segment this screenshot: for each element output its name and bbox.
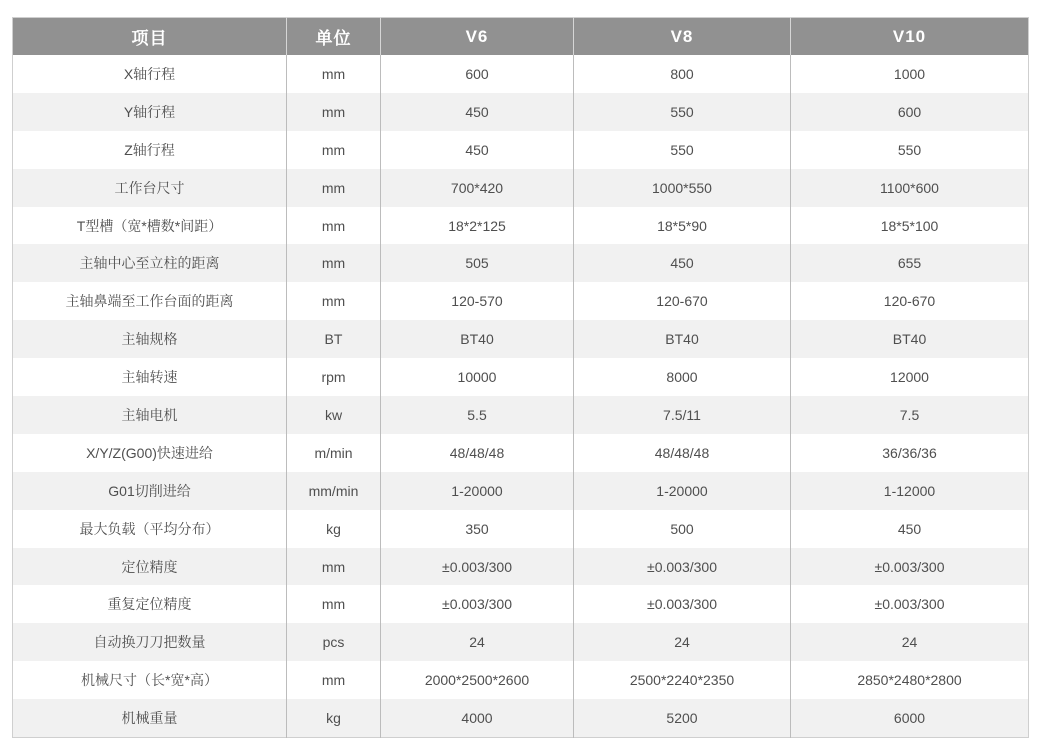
cell-unit: pcs <box>287 623 381 661</box>
header-v10: V10 <box>791 18 1029 56</box>
cell-v6: 450 <box>381 131 574 169</box>
cell-item: 主轴电机 <box>13 396 287 434</box>
cell-unit: mm <box>287 282 381 320</box>
cell-item: T型槽（宽*槽数*间距） <box>13 207 287 245</box>
cell-v10: 2850*2480*2800 <box>791 661 1029 699</box>
cell-v8: 550 <box>574 131 791 169</box>
table-row <box>13 207 1029 245</box>
cell-v6: 18*2*125 <box>381 207 574 245</box>
cell-v10: 655 <box>791 244 1029 282</box>
cell-v10: 36/36/36 <box>791 434 1029 472</box>
table-row <box>13 244 1029 282</box>
machine-spec-table <box>12 17 1029 738</box>
table-row <box>13 434 1029 472</box>
cell-v6: 4000 <box>381 699 574 737</box>
header-row <box>13 18 1029 56</box>
cell-v6: ±0.003/300 <box>381 585 574 623</box>
cell-v10: 550 <box>791 131 1029 169</box>
cell-v8: 550 <box>574 93 791 131</box>
table-row <box>13 282 1029 320</box>
cell-unit: mm <box>287 585 381 623</box>
cell-v8: 7.5/11 <box>574 396 791 434</box>
cell-item: X/Y/Z(G00)快速进给 <box>13 434 287 472</box>
spec-table-header <box>13 18 1029 56</box>
cell-v8: 800 <box>574 55 791 93</box>
cell-unit: mm <box>287 93 381 131</box>
cell-item: 自动换刀刀把数量 <box>13 623 287 661</box>
cell-v10: 18*5*100 <box>791 207 1029 245</box>
cell-v6: 48/48/48 <box>381 434 574 472</box>
cell-v8: 2500*2240*2350 <box>574 661 791 699</box>
cell-v8: ±0.003/300 <box>574 585 791 623</box>
cell-item: Y轴行程 <box>13 93 287 131</box>
cell-item: 主轴规格 <box>13 320 287 358</box>
cell-v8: 48/48/48 <box>574 434 791 472</box>
header-item: 项目 <box>13 18 287 56</box>
cell-unit: kg <box>287 510 381 548</box>
cell-v8: 5200 <box>574 699 791 737</box>
cell-v6: 600 <box>381 55 574 93</box>
cell-v6: 700*420 <box>381 169 574 207</box>
cell-unit: mm <box>287 207 381 245</box>
table-row <box>13 396 1029 434</box>
table-row <box>13 510 1029 548</box>
cell-v10: 1-12000 <box>791 472 1029 510</box>
table-row <box>13 548 1029 586</box>
cell-unit: mm <box>287 55 381 93</box>
cell-v6: 350 <box>381 510 574 548</box>
cell-v6: 505 <box>381 244 574 282</box>
cell-v10: BT40 <box>791 320 1029 358</box>
cell-unit: kw <box>287 396 381 434</box>
cell-v6: ±0.003/300 <box>381 548 574 586</box>
cell-v6: 1-20000 <box>381 472 574 510</box>
cell-v8: 8000 <box>574 358 791 396</box>
cell-item: G01切削进给 <box>13 472 287 510</box>
cell-unit: kg <box>287 699 381 737</box>
cell-v6: 120-570 <box>381 282 574 320</box>
cell-v8: ±0.003/300 <box>574 548 791 586</box>
header-v6: V6 <box>381 18 574 56</box>
cell-v6: 5.5 <box>381 396 574 434</box>
cell-item: X轴行程 <box>13 55 287 93</box>
cell-v10: 1000 <box>791 55 1029 93</box>
cell-item: 最大负载（平均分布） <box>13 510 287 548</box>
table-row <box>13 169 1029 207</box>
cell-v8: BT40 <box>574 320 791 358</box>
cell-v10: 1100*600 <box>791 169 1029 207</box>
cell-v6: BT40 <box>381 320 574 358</box>
cell-item: 机械尺寸（长*宽*高） <box>13 661 287 699</box>
table-row <box>13 623 1029 661</box>
cell-v8: 500 <box>574 510 791 548</box>
table-row <box>13 131 1029 169</box>
cell-unit: mm <box>287 169 381 207</box>
cell-v10: 12000 <box>791 358 1029 396</box>
cell-unit: BT <box>287 320 381 358</box>
cell-v8: 1000*550 <box>574 169 791 207</box>
cell-v8: 1-20000 <box>574 472 791 510</box>
cell-v8: 18*5*90 <box>574 207 791 245</box>
cell-v6: 2000*2500*2600 <box>381 661 574 699</box>
cell-item: 主轴鼻端至工作台面的距离 <box>13 282 287 320</box>
cell-unit: rpm <box>287 358 381 396</box>
table-row <box>13 699 1029 737</box>
cell-v10: 24 <box>791 623 1029 661</box>
cell-v6: 24 <box>381 623 574 661</box>
cell-v8: 24 <box>574 623 791 661</box>
cell-unit: mm/min <box>287 472 381 510</box>
table-row <box>13 472 1029 510</box>
cell-v10: 6000 <box>791 699 1029 737</box>
cell-unit: mm <box>287 548 381 586</box>
cell-unit: mm <box>287 244 381 282</box>
cell-item: 重复定位精度 <box>13 585 287 623</box>
cell-unit: mm <box>287 661 381 699</box>
cell-v8: 120-670 <box>574 282 791 320</box>
cell-unit: m/min <box>287 434 381 472</box>
cell-item: Z轴行程 <box>13 131 287 169</box>
cell-item: 机械重量 <box>13 699 287 737</box>
cell-item: 主轴转速 <box>13 358 287 396</box>
cell-v6: 10000 <box>381 358 574 396</box>
cell-v10: 450 <box>791 510 1029 548</box>
header-v8: V8 <box>574 18 791 56</box>
table-row <box>13 585 1029 623</box>
cell-item: 工作台尺寸 <box>13 169 287 207</box>
cell-v10: 600 <box>791 93 1029 131</box>
cell-v10: 7.5 <box>791 396 1029 434</box>
cell-item: 定位精度 <box>13 548 287 586</box>
cell-v10: ±0.003/300 <box>791 548 1029 586</box>
spec-table-body <box>13 55 1029 738</box>
table-row <box>13 55 1029 93</box>
table-row <box>13 358 1029 396</box>
cell-unit: mm <box>287 131 381 169</box>
cell-v10: 120-670 <box>791 282 1029 320</box>
cell-item: 主轴中心至立柱的距离 <box>13 244 287 282</box>
cell-v6: 450 <box>381 93 574 131</box>
table-row <box>13 93 1029 131</box>
cell-v10: ±0.003/300 <box>791 585 1029 623</box>
table-row <box>13 661 1029 699</box>
table-row <box>13 320 1029 358</box>
header-unit: 单位 <box>287 18 381 56</box>
cell-v8: 450 <box>574 244 791 282</box>
